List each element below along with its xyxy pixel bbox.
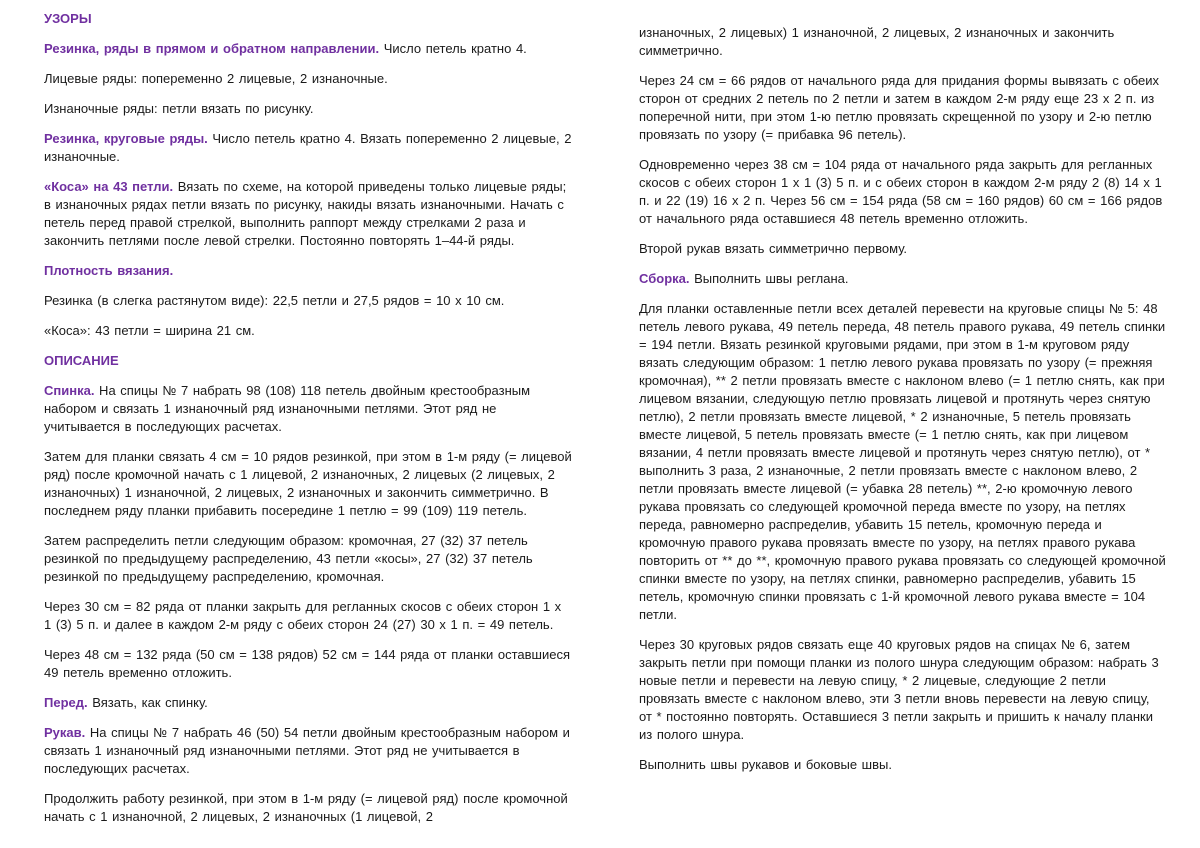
paragraph: Лицевые ряды: попеременно 2 лицевые, 2 изнаночные. bbox=[44, 71, 388, 86]
paragraph: изнаночных, 2 лицевых) 1 изнаночной, 2 лицевых, 2 изнаночных и закончить симметрично. bbox=[639, 25, 1115, 58]
paragraph: Через 24 см = 66 рядов от начального ряда для придания формы вывязать с обеих сторон от средних 2 петель по 2 петли и затем в каждом 2-м ряду еще 23 х 2 п. из поперечной нити, при этом 1-ю петлю провязать скрещенной по узору и 2-ю петлю провязать по узору (= прибавка 96 петель). bbox=[639, 73, 1159, 142]
paragraph: Изнаночные ряды: петли вязать по рисунку. bbox=[44, 101, 314, 116]
paragraph: Второй рукав вязать симметрично первому. bbox=[639, 241, 908, 256]
paragraph: Спинка. На спицы № 7 набрать 98 (108) 118 петель двойным крестообразным набором и связать 1 изнаночный ряд изнаночными петлями. Этот ряд не учитывается в последующих расчетах. bbox=[44, 383, 531, 434]
paragraph: Одновременно через 38 см = 104 ряда от начального ряда закрыть для регланных скосов с обеих сторон 1 х 1 (3) 5 п. и с обеих сторон в каждом 2-м ряду 2 (8) 14 х 1 п. и 22 (19) 16 х 2 п. Через 56 см = 154 ряда (58 см = 160 рядов) 60 см = 166 рядов от начального ряда оставшиеся 48 петель временно отложить. bbox=[639, 157, 1163, 226]
left-column bbox=[44, 0, 572, 838]
paragraph: Через 30 см = 82 ряда от планки закрыть для регланных скосов с обеих сторон 1 х 1 (3) 5 п. и далее в каждом 2-м ряду с обеих сторон 24 (27) 30 х 1 п. = 49 петель. bbox=[44, 599, 562, 632]
subheading-gauge: Плотность вязания. bbox=[44, 263, 174, 278]
paragraph: Резинка, круговые ряды. Число петель кратно 4. Вязать попеременно 2 лицевые, 2 изнаночные. bbox=[44, 131, 572, 164]
paragraph: Резинка (в слегка растянутом виде): 22,5 петли и 27,5 рядов = 10 х 10 см. bbox=[44, 293, 505, 308]
paragraph: Выполнить швы рукавов и боковые швы. bbox=[639, 757, 892, 772]
paragraph: Через 48 см = 132 ряда (50 см = 138 рядов) 52 см = 144 ряда от планки оставшиеся 49 петель временно отложить. bbox=[44, 647, 570, 680]
paragraph: Сборка. Выполнить швы реглана. bbox=[639, 271, 849, 286]
section-heading-patterns: УЗОРЫ bbox=[44, 11, 92, 26]
paragraph: «Коса» на 43 петли. Вязать по схеме, на которой приведены только лицевые ряды; в изнаночных рядах петли вязать по рисунку, накиды вязать изнаночными. Начать с петель перед правой стрелкой, выполнить раппорт между стрелками 2 раза и закончить петлями после левой стрелки. Постоянно повторять 1–44-й ряды. bbox=[44, 179, 567, 248]
paragraph: Резинка, ряды в прямом и обратном направлении. Число петель кратно 4. bbox=[44, 41, 527, 56]
paragraph: Затем для планки связать 4 см = 10 рядов резинкой, при этом в 1-м ряду (= лицевой ряд) после кромочной начать с 1 лицевой, 2 изнаночных, 2 лицевых (2 лицевых, 2 изнаночных) 1 изнаночной, 2 лицевых, 2 изнаночных и закончить симметрично. В последнем ряду планки прибавить посередине 1 петлю = 99 (109) 119 петель. bbox=[44, 449, 572, 518]
right-column bbox=[639, 0, 1167, 786]
paragraph: Затем распределить петли следующим образом: кромочная, 27 (32) 37 петель резинкой по предыдущему распределению, 43 петли «косы», 27 (32) 37 петель резинкой по предыдущему распределению, кромочная. bbox=[44, 533, 533, 584]
paragraph: Перед. Вязать, как спинку. bbox=[44, 695, 208, 710]
paragraph: Продолжить работу резинкой, при этом в 1-м ряду (= лицевой ряд) после кромочной начать с 1 изнаночной, 2 лицевых, 2 изнаночных (1 лицевой, 2 bbox=[44, 791, 568, 824]
paragraph: Для планки оставленные петли всех деталей перевести на круговые спицы № 5: 48 петель левого рукава, 49 петель переда, 48 петель правого рукава, 49 петель спинки = 194 петли. Вязать резинкой круговыми рядами, при этом в 1-м круговом ряду вязать следующим образом: 1 петлю левого рукава провязать по узору (= прежняя кромочная), ** 2 петли провязать вместе с наклоном влево (= 1 петлю снять, как при лицевом вязании, следующую петлю провязать лицевой и протянуть через снятую петлю), 2 петли провязать вместе лицевой, * 2 изнаночные, 5 петель провязать вместе лицевой, 5 петель провязать вместе (= 1 петлю снять, как при лицевом вязании, 4 петли провязать вместе лицевой и протянуть через снятую петлю), от * выполнить 3 раза, 2 изнаночные, 2 петли провязать вместе с наклоном влево, 2 петли провязать вместе лицевой (= убавка 28 петель) **, 2-ю кромочную левого рукава провязать со следующей кромочной переда вместе по узору, на петлях переда, равномерно распределив, убавить 15 петель, кромочную переда и кромочную правого рукава провязать вместе по узору, на петлях правого рукава повторить от ** до **, кромочную правого рукава провязать со следующей кромочной спинки вместе по узору, на петлях спинки, равномерно распределив, убавить 15 петель, кромочную спинки провязать с 1-й кромочной левого рукава вместе = 104 петли. bbox=[639, 301, 1166, 622]
paragraph: Через 30 круговых рядов связать еще 40 круговых рядов на спицах № 6, затем закрыть петли при помощи планки из полого шнура следующим образом: набрать 3 новые петли и перевести на левую спицу, * 2 лицевые, следующие 2 петли провязать вместе с наклоном влево, эти 3 петли вновь перевести на левую спицу, от * постоянно повторять. Оставшиеся 3 петли закрыть и пришить к началу планки из полого шнура. bbox=[639, 637, 1159, 742]
paragraph: «Коса»: 43 петли = ширина 21 см. bbox=[44, 323, 255, 338]
paragraph: Рукав. На спицы № 7 набрать 46 (50) 54 петли двойным крестообразным набором и связать 1 изнаночный ряд изнаночными петлями. Этот ряд не учитывается в последующих расчетах. bbox=[44, 725, 570, 776]
section-heading-description: ОПИСАНИЕ bbox=[44, 353, 119, 368]
